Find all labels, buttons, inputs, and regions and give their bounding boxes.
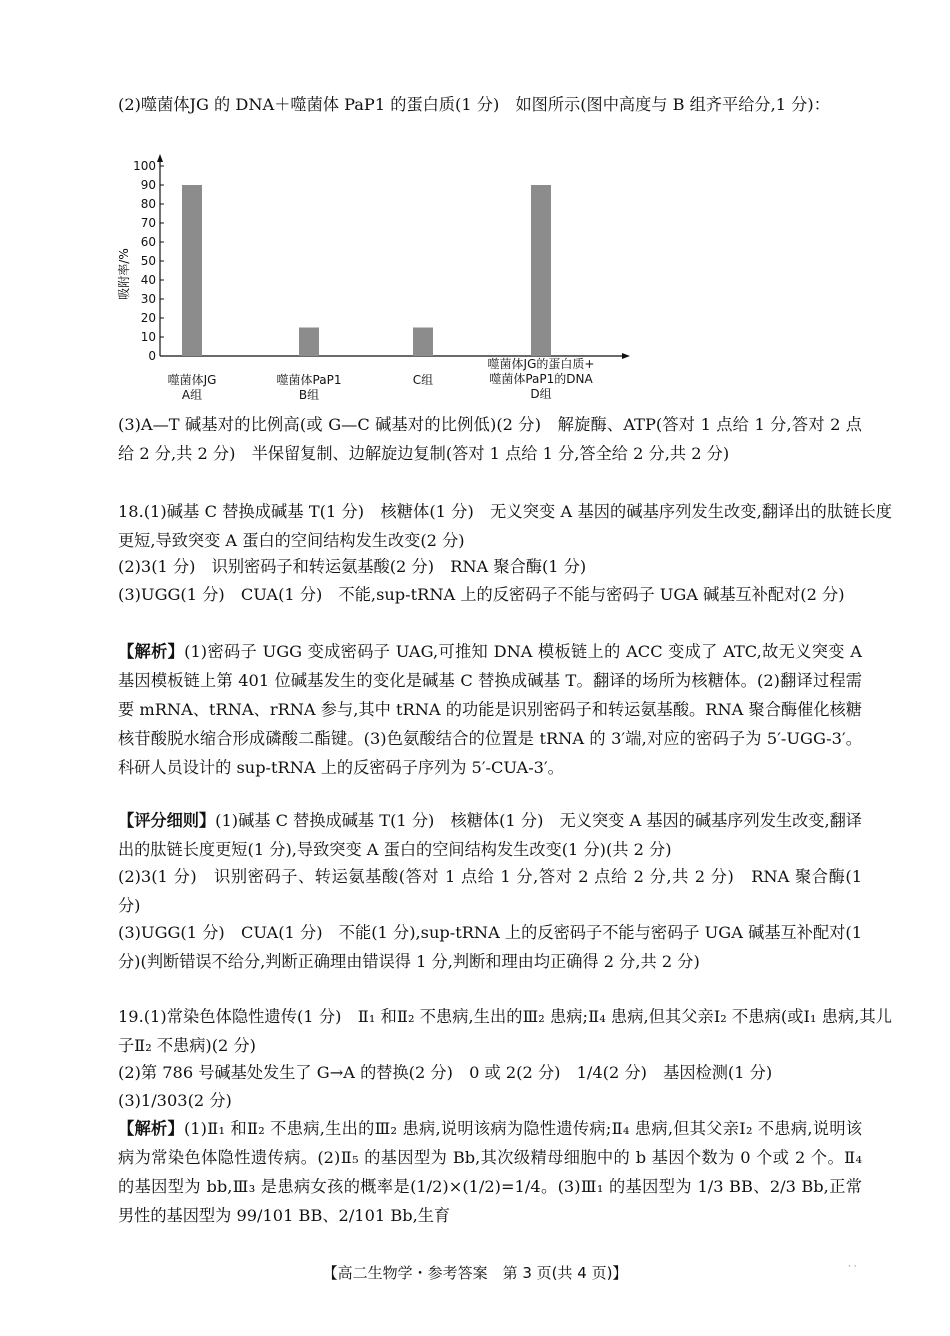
q18-part1-answer: 18.(1)碱基 C 替换成碱基 T(1 分) 核糖体(1 分) 无义突变 A 基因的碱基序列发生改变,翻译出的肽链长度更短,导致突变 A 蛋白的空间结构发生改变(2 分) [118, 502, 892, 550]
y-tick-label: 80 [140, 197, 156, 211]
y-tick-label: 60 [140, 235, 156, 249]
q18-part3-answer: (3)UGG(1 分) CUA(1 分) 不能,sup-tRNA 上的反密码子不能与密码子 UGA 碱基互补配对(2 分) [118, 585, 845, 604]
q19-part2-answer: (2)第 786 号碱基处发生了 G→A 的替换(2 分) 0 或 2(2 分) 1/4(2 分) 基因检测(1 分) [118, 1063, 773, 1082]
q18-analysis [118, 637, 862, 782]
x-category-label: A组 [181, 388, 203, 402]
x-category-label: 噬菌体PaP1 [276, 373, 342, 387]
q17-part3-answer: (3)A—T 碱基对的比例高(或 G—C 碱基对的比例低)(2 分) 解旋酶、ATP(答对 1 点给 1 分,答对 2 点给 2 分,共 2 分) 半保留复制、边解旋边复制(答对 1 点给 1 分,答全给 2 分,共 2 分) [118, 415, 862, 463]
y-axis-arrow [157, 154, 163, 162]
q19-analysis-text: (1)Ⅱ₁ 和Ⅱ₂ 不患病,生出的Ⅲ₂ 患病,说明该病为隐性遗传病;Ⅱ₄ 患病,但其父亲Ⅰ₂ 不患病,说明该病为常染色体隐性遗传病。(2)Ⅱ₅ 的基因型为 Bb,其次级精母细胞中的 b 基因个数为 0 个或 2 个。Ⅱ₄ 的基因型为 bb,Ⅲ₃ 是患病女孩的概率是(1/2)×(1/2)=1/4。(3)Ⅲ₁ 的基因型为 1/3 BB、2/3 Bb,正常男性的基因型为 99/101 BB、2/101 Bb,生育 [118, 1119, 863, 1225]
q18-analysis-text: (1)密码子 UGG 变成密码子 UAG,可推知 DNA 模板链上的 ACC 变成了 ATC,故无义突变 A 基因模板链上第 401 位碱基发生的变化是碱基 C 替换成碱基 T。翻译的场所为核糖体。(2)翻译过程需要 mRNA、tRNA、rRNA 参与,其中 tRNA 的功能是识别密码子和转运氨基酸。RNA 聚合酶催化核糖核苷酸脱水缩合形成磷酸二酯键。(3)色氨酸结合的位置是 tRNA 的 3′端,对应的密码子为 5′-UGG-3′。科研人员设计的 sup-tRNA 上的反密码子序列为 5′-CUA-3′。 [118, 642, 862, 777]
y-tick-label: 100 [133, 159, 156, 173]
bar-A组 [182, 185, 202, 356]
x-category-label: 噬菌体PaP1的DNA [489, 372, 593, 386]
analysis-tag: 【解析】 [118, 642, 185, 661]
x-category-label: 噬菌体JG [167, 373, 217, 387]
y-tick-label: 30 [140, 292, 156, 306]
bar-C组 [413, 328, 433, 357]
y-tick-label: 40 [140, 273, 156, 287]
y-tick-label: 90 [140, 178, 156, 192]
x-category-label: B组 [298, 388, 320, 402]
q19-part1-answer: 19.(1)常染色体隐性遗传(1 分) Ⅱ₁ 和Ⅱ₂ 不患病,生出的Ⅲ₂ 患病;Ⅱ₄ 患病,但其父亲Ⅰ₂ 不患病(或Ⅰ₁ 患病,其儿子Ⅱ₂ 不患病)(2 分) [118, 1007, 892, 1055]
y-tick-label: 0 [148, 349, 156, 363]
footer-mark: · · [848, 1262, 857, 1272]
bar-噬菌体PaP1的DNA [531, 185, 551, 356]
y-tick-label: 50 [140, 254, 156, 268]
adsorption-rate-bar-chart [112, 150, 672, 412]
y-tick-label: 20 [140, 311, 156, 325]
y-tick-label: 10 [140, 330, 156, 344]
q18-rubric [118, 806, 862, 864]
x-category-label: C组 [412, 373, 434, 387]
q18-rubric-part2: (2)3(1 分) 识别密码子、转运氨基酸(答对 1 点给 1 分,答对 2 点给 2 分,共 2 分) RNA 聚合酶(1 分) [118, 867, 862, 915]
page-footer: 【高二生物学・参考答案 第 3 页(共 4 页)】 [322, 1264, 628, 1282]
x-axis-arrow [622, 353, 630, 359]
x-category-label: 噬菌体JG的蛋白质+ [487, 357, 595, 371]
analysis-tag: 【解析】 [118, 1119, 184, 1138]
y-tick-label: 70 [140, 216, 156, 230]
q19-analysis [118, 1114, 862, 1230]
x-category-label: D组 [530, 387, 552, 401]
chart-svg [112, 150, 672, 412]
rubric-tag: 【评分细则】 [118, 811, 216, 830]
q17-part2-answer: (2)噬菌体JG 的 DNA＋噬菌体 PaP1 的蛋白质(1 分) 如图所示(图中高度与 B 组齐平给分,1 分)： [118, 95, 830, 114]
chart-ylabel: 吸附率/% [117, 248, 131, 300]
q18-rubric-part3: (3)UGG(1 分) CUA(1 分) 不能(1 分),sup-tRNA 上的反密码子不能与密码子 UGA 碱基互补配对(1 分)(判断错误不给分,判断正确理由错误得 1 分,判断和理由均正确得 2 分,共 2 分) [118, 923, 862, 971]
q19-part3-answer: (3)1/303(2 分) [118, 1091, 232, 1110]
bar-B组 [299, 328, 319, 357]
q18-rubric-text: (1)碱基 C 替换成碱基 T(1 分) 核糖体(1 分) 无义突变 A 基因的碱基序列发生改变,翻译出的肽链长度更短(1 分),导致突变 A 蛋白的空间结构发生改变(1 分)(共 2 分) [118, 811, 862, 859]
q18-part2-answer: (2)3(1 分) 识别密码子和转运氨基酸(2 分) RNA 聚合酶(1 分) [118, 557, 587, 576]
